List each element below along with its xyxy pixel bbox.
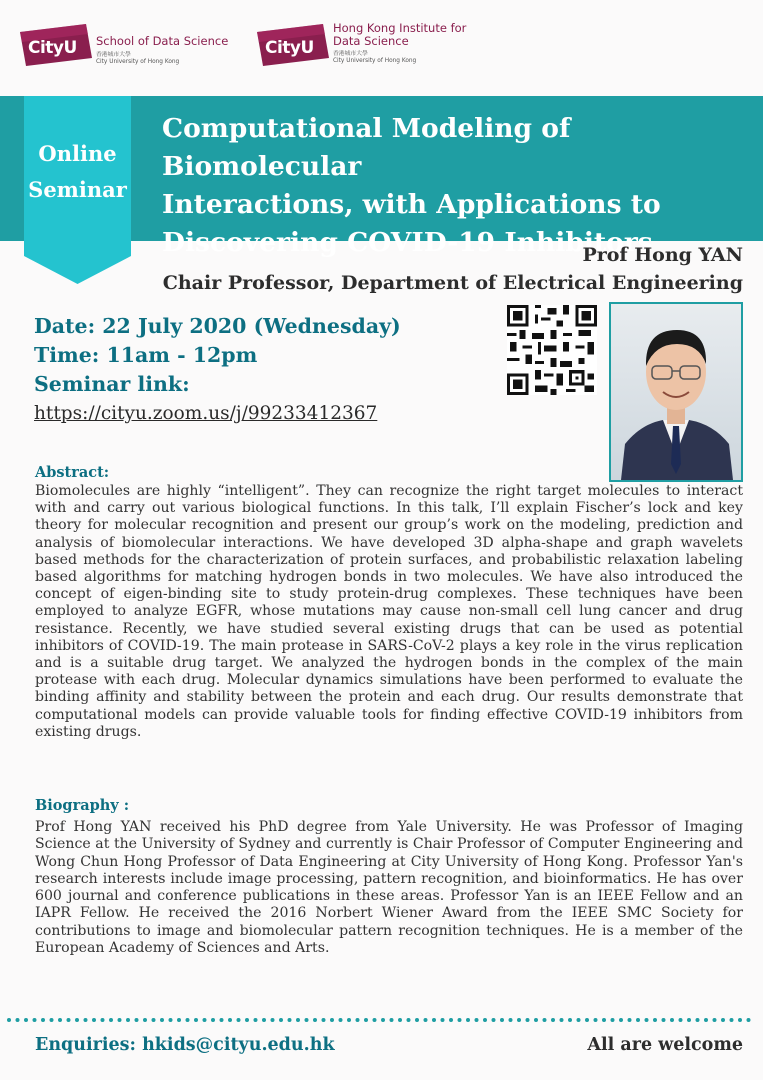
title-line-1: Computational Modeling of Biomolecular xyxy=(162,113,571,182)
logo-hkids xyxy=(257,22,466,70)
enquiries-email[interactable]: Enquiries: hkids@cityu.edu.hk xyxy=(35,1035,335,1055)
dotted-divider xyxy=(6,1017,757,1023)
logo-school-of-data-science xyxy=(20,22,228,70)
abstract-heading: Abstract: xyxy=(35,464,110,481)
qr-code-icon[interactable] xyxy=(507,305,597,395)
tag-line-1: Online xyxy=(38,141,117,166)
title-line-2: Interactions, with Applications to xyxy=(162,189,661,220)
speaker-portrait xyxy=(609,302,743,482)
cityu-logo-mark xyxy=(257,22,329,70)
logo-sub-en: City University of Hong Kong xyxy=(96,59,180,65)
logo-sub-cn: 香港城市大學 xyxy=(96,52,131,58)
title-line-3: Discovering COVID-19 Inhibitors xyxy=(162,227,653,258)
abstract-text: Biomolecules are highly “intelligent”. They can recognize the right target molecules to interact with and carry out various biological functions. In this talk, I’ll explain Fischer’s lock and key theory for molecular recognition and present our group’s work on the modeling, prediction and analysis of biomolecular interactions. We have developed 3D alpha-shape and graph wavelets based methods for the characterization of protein surfaces, and probabilistic relaxation labeling based algorithms for matching hydrogen bonds in two molecules. We have also introduced the concept of eigen-binding site to study protein-drug complexes. These techniques have been employed to analyze EGFR, whose mutations may cause non-small cell lung cancer and drug resistance. Recently, we have studied several existing drugs that can be used as potential inhibitors of COVID-19. The main protease in SARS-CoV-2 plays a key role in the virus replication and is a suitable drug target. We analyzed the hydrogen bonds in the complex of the main protease with each drug. Molecular dynamics simulations have been performed to evaluate the binding affinity and stability between the protein and each drug. Our results demonstrate that computational models can provide valuable tools for finding effective COVID-19 inhibitors from existing drugs. xyxy=(35,483,743,740)
seminar-details xyxy=(34,312,401,428)
cityu-logo-mark xyxy=(20,22,92,70)
seminar-time: Time: 11am - 12pm xyxy=(34,343,258,367)
speaker-portrait-image xyxy=(611,304,741,480)
seminar-link-label: Seminar link: xyxy=(34,372,190,396)
logo-sub-cn: 香港城市大學 xyxy=(333,51,368,57)
seminar-date: Date: 22 July 2020 (Wednesday) xyxy=(34,314,401,338)
logo-brand: CityU xyxy=(265,38,314,58)
all-welcome: All are welcome xyxy=(587,1035,743,1055)
seminar-title xyxy=(162,110,757,262)
logo-sub-en: City University of Hong Kong xyxy=(333,58,417,64)
tag-line-2: Seminar xyxy=(28,177,127,202)
logo-name-line1: Hong Kong Institute for xyxy=(333,21,467,35)
speaker-position: Chair Professor, Department of Electrical Engineering xyxy=(162,272,743,294)
logo-name: School of Data Science xyxy=(96,34,229,48)
speaker-name: Prof Hong YAN xyxy=(582,244,743,266)
biography-heading: Biography : xyxy=(35,797,130,814)
biography-text: Prof Hong YAN received his PhD degree from Yale University. He was Professor of Imaging Science at the University of Sydney and currently is Chair Professor of Computer Engineering and Wong Chun Hong Professor of Data Engineering at City University of Hong Kong. Professor Yan's research interests include image processing, pattern recognition, and bioinformatics. He has over 600 journal and conference publications in these areas. Professor Yan is an IEEE Fellow and an IAPR Fellow. He received the 2016 Norbert Wiener Award from the IEEE SMC Society for contributions to image and biomolecular pattern recognition techniques. He is a member of the European Academy of Sciences and Arts. xyxy=(35,819,743,957)
logo-brand: CityU xyxy=(28,38,77,58)
seminar-link[interactable]: https://cityu.zoom.us/j/99233412367 xyxy=(34,403,378,424)
logo-name-line2: Data Science xyxy=(333,34,409,48)
online-seminar-tag xyxy=(24,96,131,284)
